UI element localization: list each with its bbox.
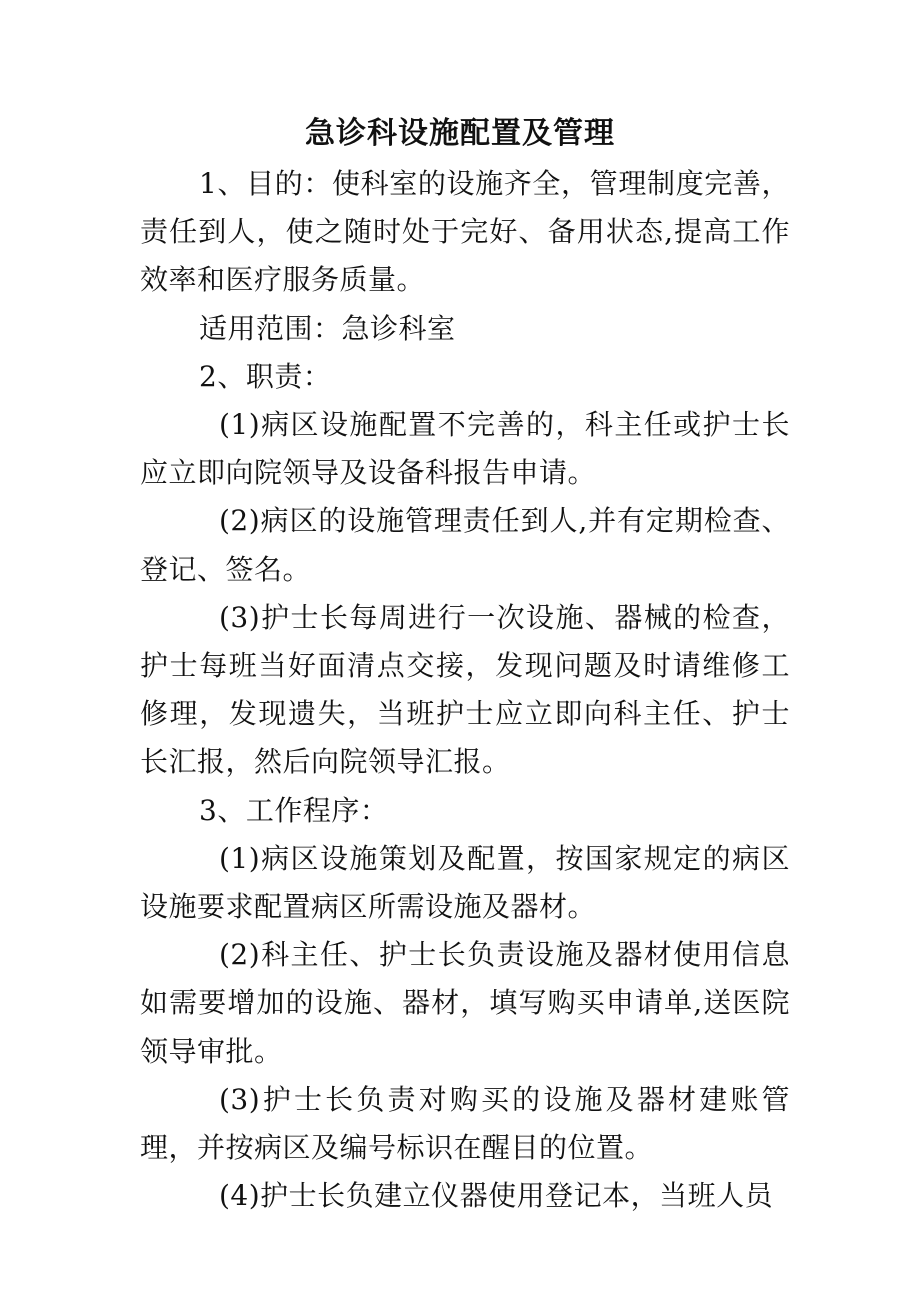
paragraph-procedure-3: (3)护士长负责对购买的设施及器材建账管理，并按病区及编号标识在醒目的位置。 (140, 1082, 790, 1165)
paragraph-procedure-4: (4)护士长负建立仪器使用登记本，当班人员 (219, 1179, 774, 1213)
document-body (140, 160, 790, 1220)
document-title: 急诊科设施配置及管理 (305, 116, 615, 151)
paragraph-duty-1: (1)病区设施配置不完善的，科主任或护士长应立即向院领导及设备科报告申请。 (140, 408, 790, 490)
paragraph-procedure-1: (1)病区设施策划及配置，按国家规定的病区设施要求配置病区所需设施及器材。 (140, 841, 790, 924)
section-heading-duties: 2、职责： (199, 359, 332, 393)
paragraph-procedure-2: (2)科主任、护士长负责设施及器材使用信息如需要增加的设施、器材，填写购买申请单,送医院领导审批。 (140, 938, 790, 1068)
paragraph-scope: 适用范围：急诊科室 (199, 311, 456, 345)
paragraph-duty-3: (3)护士长每周进行一次设施、器械的检查，护士每班当好面清点交接，发现问题及时请维修工修理，发现遗失，当班护士应立即向科主任、护士长汇报，然后向院领导汇报。 (140, 600, 790, 779)
paragraph-duty-2: (2)病区的设施管理责任到人,并有定期检查、登记、签名。 (140, 504, 790, 586)
section-heading-procedure: 3、工作程序： (199, 793, 389, 827)
paragraph-purpose: 1、目的：使科室的设施齐全，管理制度完善，责任到人，使之随时处于完好、备用状态,提高工作效率和医疗服务质量。 (140, 167, 790, 297)
